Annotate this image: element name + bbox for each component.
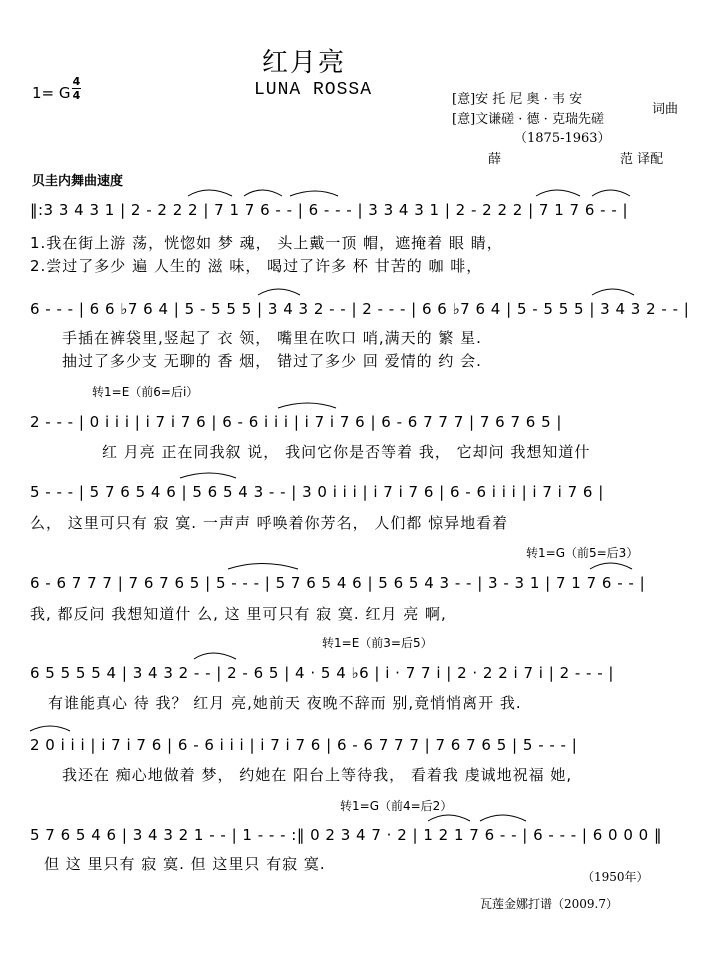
time-signature-top: 4	[72, 75, 81, 88]
notation-row-1: ‖:3 3 4 3 1 | 2 - 2 2 2 | 7 1 7 6 - - | 6 - - - | 3 3 4 3 1 | 2 - 2 2 2 | 7 1 7 6 - - |	[30, 201, 629, 219]
lyric-row-1-verse-1: 1.我在街上游 荡，恍惚如 梦 魂， 头上戴一顶 帽，遮掩着 眼 睛，	[30, 234, 503, 252]
credit-lyricist: [意]安 托 尼 奥 · 韦 安	[452, 92, 583, 107]
lyric-row-4: 么， 这里可只有 寂 寞. 一声声 呼唤着你芳名， 人们都 惊异地看着	[30, 514, 509, 532]
modulation-note-3: 转1=E（前3=后5）	[322, 636, 433, 650]
slur-arc	[592, 190, 630, 196]
credit-composer: [意]文谦磋 · 德 · 克瑞先磋	[452, 112, 604, 127]
lyric-row-2-verse-2: 抽过了多少支 无聊的 香 烟， 错过了多少 回 爱情的 约 会.	[62, 352, 482, 370]
modulation-note-1: 转1=E（前6=后i）	[92, 385, 199, 399]
slur-arc	[188, 190, 232, 196]
song-subtitle: LUNA ROSSA	[254, 80, 373, 100]
key-signature: 1= G	[32, 84, 71, 102]
lyric-row-7: 我还在 痴心地做着 梦， 约她在 阳台上等待我， 看着我 虔诚地祝福 她,	[62, 766, 573, 784]
tempo-marking: 贝圭内舞曲速度	[32, 174, 124, 189]
notation-row-7: 2 0 i i i | i 7 i 7 6 | 6 - 6 i i i | i 7 i 7 6 | 6 - 6 7 7 7 | 7 6 7 6 5 | 5 - - - |	[30, 736, 578, 754]
notation-row-4: 5 - - - | 5 7 6 5 4 6 | 5 6 5 4 3 - - | 3 0 i i i | i 7 i 7 6 | 6 - 6 i i i | i 7 i 7 6 |	[30, 483, 604, 501]
modulation-note-2: 转1=G（前5=后3）	[526, 546, 639, 560]
lyric-row-5: 我, 都反问 我想知道什 么, 这 里可只有 寂 寞. 红月 亮 啊,	[30, 605, 447, 623]
translator-name: 范 译配	[620, 152, 664, 167]
time-signature-bottom: 4	[72, 89, 81, 102]
lyric-row-6: 有谁能真心 待 我？ 红月 亮,她前天 夜晚不辞而 别,竟悄悄离开 我.	[48, 694, 522, 712]
slur-arc	[278, 403, 336, 408]
slur-arc	[258, 289, 300, 295]
slur-arc	[244, 190, 282, 196]
credit-role: 词曲	[652, 102, 679, 117]
slur-arc	[536, 190, 580, 196]
notation-row-3: 2 - - - | 0 i i i | i 7 i 7 6 | 6 - 6 i i i | i 7 i 7 6 | 6 - 6 7 7 7 | 7 6 7 6 5 |	[30, 413, 562, 431]
composition-year: （1950年）	[582, 870, 649, 884]
slur-arc	[180, 473, 236, 478]
slur-arc	[194, 653, 236, 659]
credit-years: （1875-1963）	[514, 131, 611, 146]
slur-arc	[228, 564, 298, 570]
modulation-note-4: 转1=G（前4=后2）	[340, 799, 453, 813]
notation-row-8: 5 7 6 5 4 6 | 3 4 3 2 1 - - | 1 - - - :‖ 0 2 3 4 7 · 2 | 1 2 1 7 6 - - | 6 - - - | 6 0 0 0 ‖	[30, 826, 662, 844]
slur-arc	[592, 289, 634, 295]
translator-surname: 薛	[488, 152, 502, 167]
lyric-row-8: 但 这 里只有 寂 寞. 但 这里只 有寂 寞.	[44, 855, 326, 873]
lyric-row-1-verse-2: 2.尝过了多少 遍 人生的 滋 味， 喝过了许多 杯 甘苦的 咖 啡，	[30, 257, 483, 275]
slur-arc	[480, 815, 526, 821]
slur-arc	[290, 191, 338, 196]
lyric-row-2-verse-1: 手插在裤袋里,竖起了 衣 领， 嘴里在吹口 哨,满天的 繁 星.	[62, 329, 482, 347]
time-signature	[72, 76, 81, 101]
slur-arc	[30, 726, 70, 731]
notation-row-5: 6 - 6 7 7 7 | 7 6 7 6 5 | 5 - - - | 5 7 6 5 4 6 | 5 6 5 4 3 - - | 3 - 3 1 | 7 1 7 6 - - |	[30, 574, 646, 592]
notation-row-6: 6 5 5 5 5 4 | 3 4 3 2 - - | 2 - 6 5 | 4 · 5 4 ♭6 | i · 7 7 i | 2 · 2 2 i 7 i | 2 - - - |	[30, 664, 614, 682]
song-title: 红月亮	[262, 48, 347, 78]
notation-row-2: 6 - - - | 6 6 ♭7 6 4 | 5 - 5 5 5 | 3 4 3 2 - - | 2 - - - | 6 6 ♭7 6 4 | 5 - 5 5 5 | 3 4 3 2 - - |	[30, 300, 690, 318]
slur-arc	[428, 815, 470, 821]
typist-credit: 瓦莲金娜打谱（2009.7）	[480, 897, 618, 911]
slur-arc	[590, 563, 632, 569]
lyric-row-3: 红 月亮 正在同我叙 说， 我问它你是否等着 我， 它却问 我想知道什	[102, 443, 591, 461]
